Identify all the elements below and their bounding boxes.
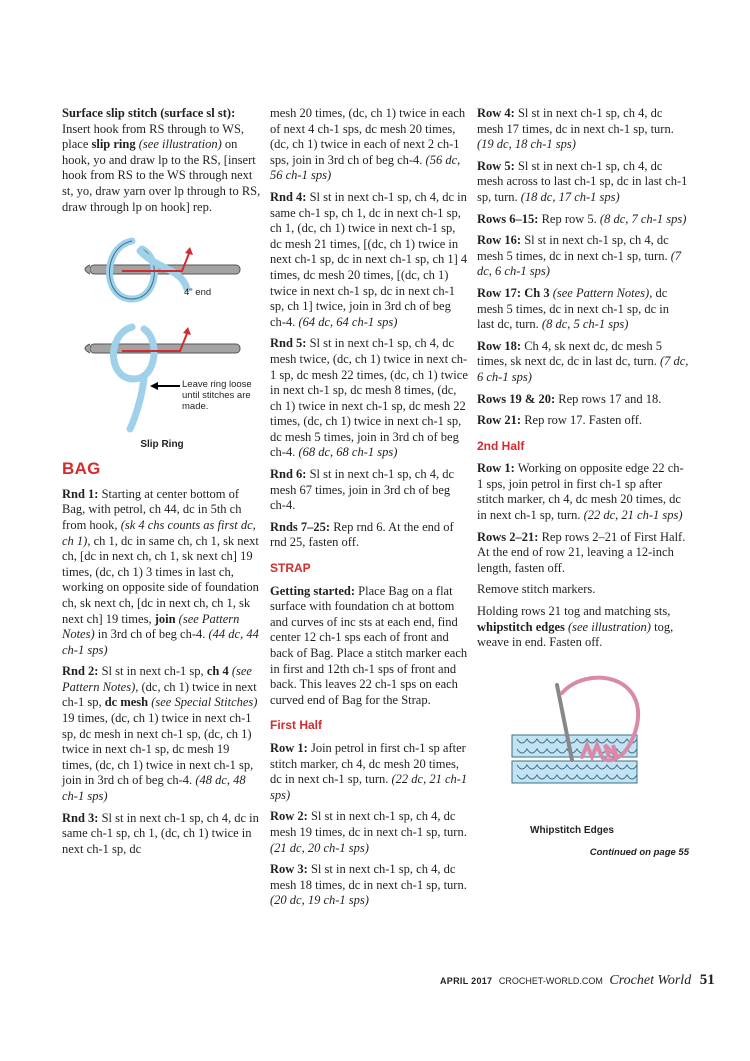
footer-magazine: Crochet World [609,973,692,988]
row-16: Row 16: Sl st in next ch-1 sp, ch 4, dc mesh 5 times, dc in next ch-1 sp, turn. (7 dc, 6 ch-1 sps) [477,233,682,279]
first-half-row-3: Row 3: Sl st in next ch-1 sp, ch 4, dc mesh 18 times, dc in next ch-1 sp, turn. (20 dc, 19 ch-1 sps) [270,862,467,908]
page-number: 51 [699,972,715,988]
column-3 [477,106,689,861]
column-2 [270,106,468,915]
rnd-6: Rnd 6: Sl st in next ch-1 sp, ch 4, dc mesh 67 times, join in 3rd ch of beg ch-4. [270,467,455,513]
row-17: Row 17: Ch 3 (see Pattern Notes), dc mesh 5 times, dc in next ch-1 sp, dc in last dc, turn. (8 dc, 5 ch-1 sps) [477,285,669,332]
rnd-2: Rnd 2: Sl st in next ch-1 sp, ch 4 (see Pattern Notes), (dc, ch 1) twice in next ch-1 sp, dc mesh (see Special Stitches) 19 times, (dc, ch 1) twice in next ch-1 sp, dc mesh in next ch-1 sp, (dc, ch 1) twice in next ch-1 sp, dc mesh 19 times, (dc, ch 1) twice in next ch-1 sp, join in 3rd ch of beg ch-4. (48 dc, 48 ch-1 sps) [62,664,258,804]
row-4: Row 4: Sl st in next ch-1 sp, ch 4, dc mesh 17 times, dc in next ch-1 sp, turn. (19 dc, 18 ch-1 sps) [477,106,674,152]
whipstitch-illustration [497,665,647,795]
whipstitch-caption: Whipstitch Edges [530,825,614,837]
row-5: Row 5: Sl st in next ch-1 sp, ch 4, dc mesh across to last ch-1 sp, dc in last ch-1 sp, turn. (18 dc, 17 ch-1 sps) [477,158,688,204]
rnd-5: Rnd 5: Sl st in next ch-1 sp, ch 4, dc mesh twice, (dc, ch 1) twice in next ch-1 sp, dc mesh 22 times, (dc, ch 1) twice in next ch-1 sp, dc mesh 8 times, (dc, ch 1) twice in next ch-1 sp, dc mesh 22 times, (dc, ch 1) twice in next ch-1 sp, dc mesh 5 times, join in 3rd ch of beg ch-4. (68 dc, 68 ch-1 sps) [270,336,468,460]
rnd-3: Rnd 3: Sl st in next ch-1 sp, ch 4, dc in same ch-1 sp, ch 1, (dc, ch 1) twice in next ch-1 sp, dc [62,810,259,856]
second-half-row-1: Row 1: Working on opposite edge 22 ch-1 sps, join petrol in first ch-1 sp after stitch marker, ch 4, dc mesh 20 times, dc in next ch-1 sp, turn. (22 dc, 21 ch-1 sps) [477,461,684,523]
column-1 [62,106,262,863]
label-leave-ring: Leave ring loose until stitches are made. [182,379,252,413]
rnd-1: Rnd 1: Starting at center bottom of Bag, with petrol, ch 44, dc in 5th ch from hook, (sk 4 chs counts as first dc, ch 1), ch 1, dc in same ch, ch 1, sk next ch, [dc in next ch, ch 1, sk next ch] 19 times, (dc, ch 1) 3 times in last ch, working on opposite side of foundation ch, sk next ch, [dc in next ch, ch 1, sk next ch] 19 times, join (see Pattern Notes) in 3rd ch of beg ch-4. (44 dc, 44 ch-1 sps) [62,486,259,657]
second-half-rows-2-21: Rows 2–21: Rep rows 2–21 of First Half. At the end of row 21, leaving a 12-inch length, fasten off. [477,529,686,575]
surface-slip-stitch-paragraph: Surface slip stitch (surface sl st): Insert hook from RS through to WS, place slip ring (see illustration) on hook, yo and draw lp to the RS, [insert hook from RS to the WS through next st, yo, draw yarn over lp through to RS, draw through lp on hook] rep. [62,106,261,214]
continued-note: Continued on page 55 [589,847,689,858]
rnds-7-25: Rnds 7–25: Rep rnd 6. At the end of rnd 25, fasten off. [270,519,454,550]
first-half-heading: First Half [270,718,323,733]
remove-markers: Remove stitch markers. [477,582,596,597]
getting-started: Getting started: Place Bag on a flat surface with foundation ch at bottom and curves of inc sts at each end, find center 12 ch-1 sps each of front and back of Bag. Place a stitch marker each in first and 12th ch-1 sps of front and back. This leaves 22 ch-1 sps on each curved end of Bag for the Strap. [270,583,468,707]
whipstitch-figure [497,665,647,839]
slip-ring-figure [62,229,262,451]
surface-slip-stitch-term: Surface slip stitch (surface sl st): [62,106,236,120]
strap-heading: STRAP [270,561,311,576]
rows-19-20: Rows 19 & 20: Rep rows 17 and 18. [477,391,662,406]
slip-ring-caption: Slip Ring [140,439,184,451]
holding-rows: Holding rows 21 tog and matching sts, whipstitch edges (see illustration) tog, weave in end. Fasten off. [477,604,674,650]
rnd-3-continued: mesh 20 times, (dc, ch 1) twice in each of next 4 ch-1 sps, dc mesh 20 times, (dc, ch 1) twice in each of next 2 ch-1 sps, join in 3rd ch of beg ch-4. (56 dc, 56 ch-1 sps) [270,106,466,183]
row-18: Row 18: Ch 4, sk next dc, dc mesh 5 times, sk next dc, dc in last dc, turn. (7 dc, 6 ch-1 sps) [477,338,689,384]
first-half-row-1: Row 1: Join petrol in first ch-1 sp after stitch marker, ch 4, dc mesh 20 times, dc in next ch-1 sp, turn. (22 dc, 21 ch-1 sps) [270,740,468,802]
rows-6-15: Rows 6–15: Rep row 5. (8 dc, 7 ch-1 sps) [477,211,687,226]
row-21: Row 21: Rep row 17. Fasten off. [477,413,643,428]
rnd-4: Rnd 4: Sl st in next ch-1 sp, ch 4, dc in same ch-1 sp, ch 1, dc in next ch-1 sp, ch 1, (dc, ch 1) twice in next ch-1 sp, dc mesh 21 times, [(dc, ch 1) twice in next ch-1 sp, dc in next ch-1 sp, ch 1] 4 times, dc mesh 20 times, [(dc, ch 1) twice in next ch-1 sp, dc in next ch-1 sp, ch 1] twice, join in 3rd ch of beg ch-4. (64 dc, 64 ch-1 sps) [270,189,468,329]
first-half-row-2: Row 2: Sl st in next ch-1 sp, ch 4, dc mesh 19 times, dc in next ch-1 sp, turn. (21 dc, 20 ch-1 sps) [270,809,467,855]
bag-heading: BAG [62,459,101,479]
footer-issue-date: APRIL 2017 [440,976,493,986]
page-footer [440,972,715,989]
label-4in-end: 4" end [184,287,212,299]
footer-site: CROCHET-WORLD.COM [498,976,603,986]
second-half-heading: 2nd Half [477,438,525,453]
